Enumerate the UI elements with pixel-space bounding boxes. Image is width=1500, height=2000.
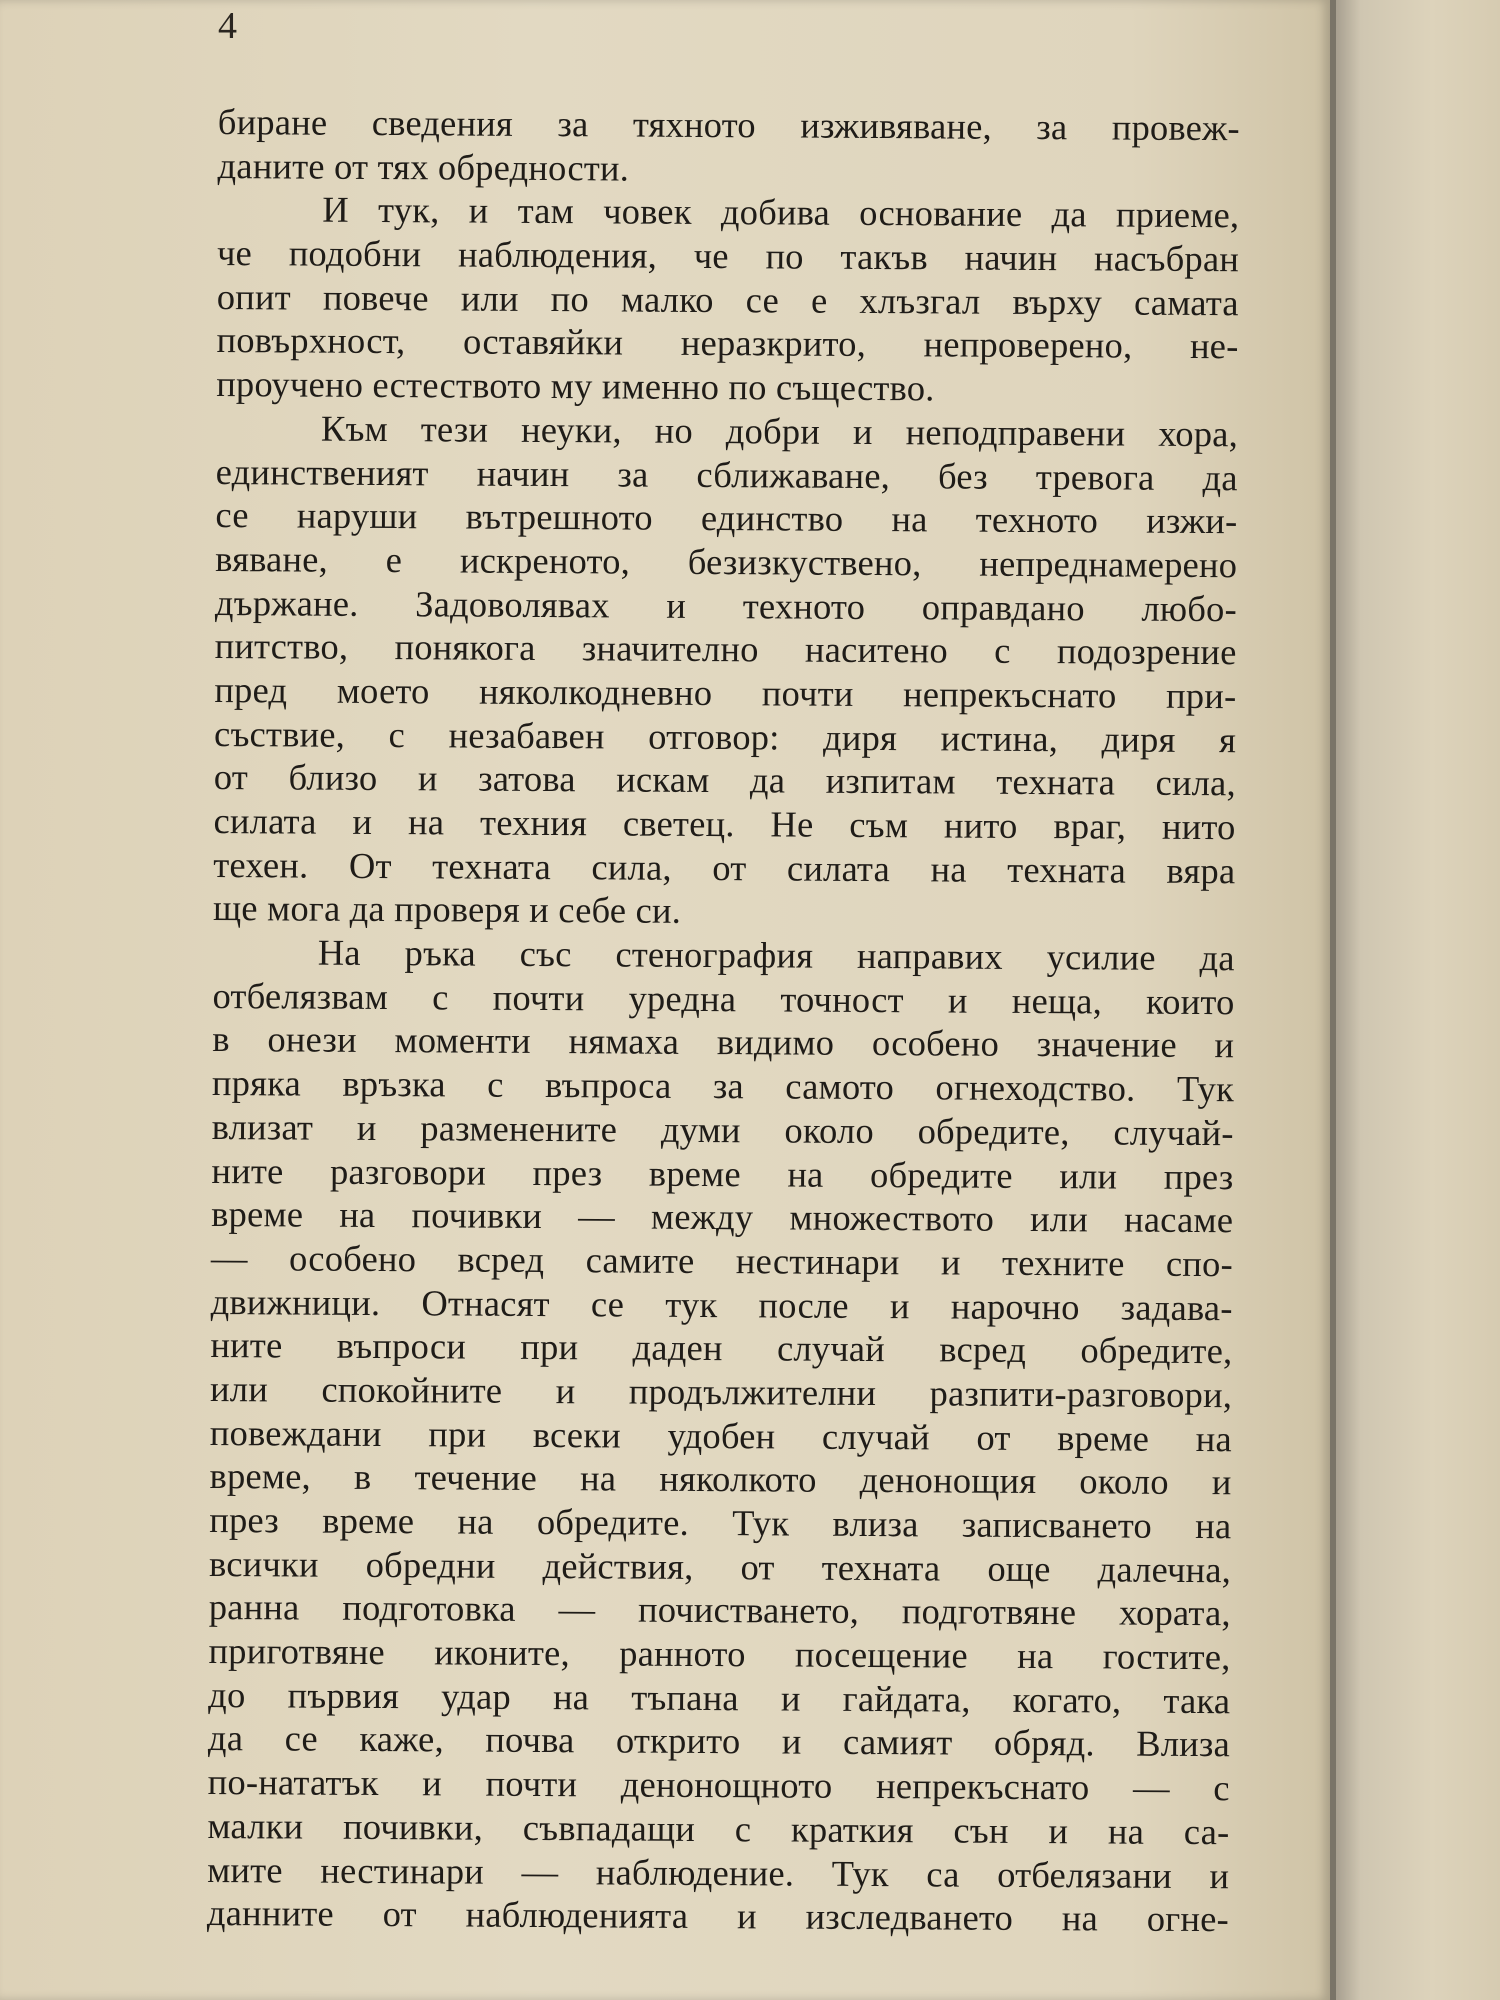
text-line: техен. От техната сила, от силата на техната вяра [213, 843, 1236, 891]
text-line: повеждани при всеки удобен случай от време на [209, 1411, 1232, 1459]
text-line: И тук, и там човек добива основание да приеме, [322, 189, 1240, 236]
text-line: се наруши вътрешното единство на техното изжи- [215, 494, 1238, 542]
text-line: отбелязвам с почти уредна точност и неща, които [212, 974, 1235, 1022]
text-line: време на почивки — между множеството или насаме [211, 1193, 1234, 1241]
text-line: влизат и разменените думи около обредите, случай- [211, 1105, 1234, 1154]
text-line: в онези моменти нямаха видимо особено значение и [212, 1018, 1235, 1066]
text-line: пряка връзка с въпроса за самото огнеходство. Тук [211, 1062, 1235, 1110]
text-line: че подобни наблюдения, че по такъв начин насъбран [216, 232, 1240, 280]
text-line: ните разговори през време на обредите или през [211, 1149, 1234, 1197]
text-line: съствие, с незабавен отговор: диря истина, диря я [214, 712, 1237, 760]
text-line: даните от тях обредности. [217, 144, 630, 189]
text-line: малки почивки, съвпадащи с краткия сън и на са- [207, 1804, 1230, 1853]
text-line: движници. Отнасят се тук после и нарочно задава- [210, 1280, 1233, 1328]
text-line: На ръка със стенография направих усилие да [317, 931, 1235, 979]
text-line: да се каже, почва открито и самият обряд. Влиза [207, 1717, 1231, 1765]
text-line: биране сведения за тяхното изживяване, за провеж- [217, 100, 1240, 149]
text-line: или спокойните и продължителни разпити-разговори, [210, 1367, 1233, 1416]
text-line: всички обредни действия, от техната още далечна, [208, 1542, 1232, 1590]
text-line: — особено всред самите нестинари и техните спо- [210, 1236, 1234, 1285]
text-line: Към тези неуки, но добри и неподправени хора, [320, 407, 1239, 455]
text-line: по-нататък и почти денонощното непрекъснато — с [207, 1761, 1230, 1809]
text-line: пред моето няколкодневно почти непрекъснато при- [214, 668, 1237, 717]
text-line: ните въпроси при даден случай всред обредите, [210, 1324, 1233, 1372]
text-line: приготвяне иконите, ранното посещение на гостите, [208, 1630, 1231, 1678]
text-line: повърхност, оставяйки неразкрито, непроверено, не- [216, 319, 1239, 367]
text-line: опит повече или по малко се е хлъзгал върху самата [216, 275, 1239, 323]
text-line: питство, понякога значително наситено с подозрение [214, 625, 1237, 673]
book-spine-gutter [1330, 0, 1336, 2000]
text-line: през време на обредите. Тук влиза записването на [209, 1498, 1232, 1547]
text-line: мите нестинари — наблюдение. Тук са отбелязани и [207, 1848, 1230, 1896]
text-line: до първия удар на тъпана и гайдата, когато, така [208, 1673, 1231, 1721]
text-line: ще мога да проверя и себе си. [212, 887, 682, 932]
text-line: ранна подготовка — почистването, подготвяне хората, [208, 1586, 1231, 1634]
text-line: държане. Задоволявах и техното оправдано любо- [214, 581, 1238, 629]
body-text [207, 100, 1240, 1941]
adjacent-page-edge [1330, 0, 1500, 2000]
text-line: силата и на техния светец. Не съм нито враг, нито [213, 799, 1236, 848]
text-line: единственият начин за сближаване, без тревога да [215, 450, 1238, 498]
text-line: от близо и затова искам да изпитам техната сила, [213, 756, 1236, 804]
text-line: вяване, е искреното, безизкуствено, непреднамерено [215, 537, 1238, 586]
text-line: време, в течение на няколкото денонощия около и [209, 1455, 1232, 1503]
page-number: 4 [218, 5, 237, 47]
text-line: проучено естеството му именно по същество. [216, 363, 935, 409]
text-line: данните от наблюденията и изследването на огне- [206, 1892, 1230, 1940]
